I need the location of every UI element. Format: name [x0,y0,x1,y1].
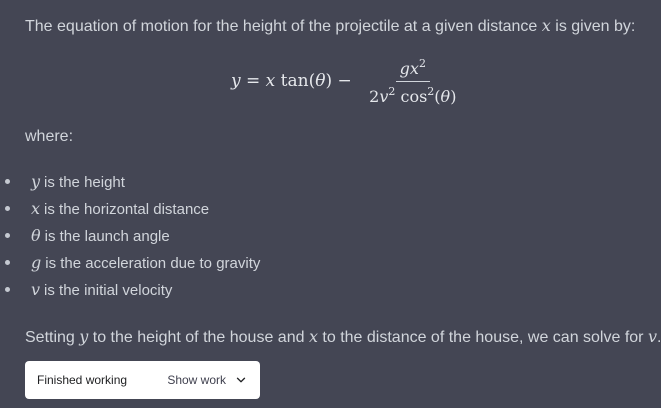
eq-minus: − [332,71,358,91]
eq-close-paren: ) [325,71,333,91]
conclusion-text [657,329,661,346]
eq-numerator [396,57,430,82]
show-work-button[interactable] [167,373,248,387]
equation-display [231,56,460,106]
intro-paragraph [25,15,635,38]
eq-den-cos-exp: 2 [427,84,435,98]
eq-denominator [365,82,460,106]
conclusion-text: to the height of the house and [88,329,309,346]
def-symbol: v [31,280,41,299]
def-text: is the height [44,174,125,191]
eq-equals: = [240,71,266,91]
eq-theta: θ [315,71,326,91]
conclusion-paragraph [25,326,661,349]
list-item [25,251,260,278]
eq-fraction [365,57,460,106]
chevron-down-icon [234,373,248,387]
list-item [25,278,260,305]
eq-den-open: ( [434,86,441,106]
def-symbol: x [31,199,41,218]
def-text: is the acceleration due to gravity [45,255,261,272]
conclusion-text: to the distance of the house, we can solve for [317,329,648,346]
intro-text: The equation of motion for the height of the projectile at a given distance [25,18,542,35]
show-work-label: Show work [167,373,226,387]
def-text: is the launch angle [44,228,170,245]
def-text: is the initial velocity [44,282,173,299]
eq-num-exp: 2 [418,56,426,70]
intro-text-end: is given by: [550,18,636,35]
math-var-x: x [308,327,318,346]
def-symbol: θ [31,226,41,245]
def-text: is the horizontal distance [44,201,210,218]
list-item [25,197,260,224]
eq-x: x [265,71,276,91]
eq-den-v: v [379,86,389,106]
list-item [25,170,260,197]
eq-num-x: x [409,58,419,78]
where-label: where: [25,128,74,145]
eq-num-g: g [399,58,410,78]
eq-den-cos: cos [395,86,428,106]
conclusion-text: Setting [25,329,80,346]
list-item [25,224,260,251]
eq-den-close: ) [450,86,457,106]
eq-den-theta: θ [440,86,451,106]
definitions-list [25,170,260,305]
eq-den-2: 2 [369,86,380,106]
status-label: Finished working [37,373,128,387]
math-var-v: v [647,327,657,346]
math-var-x: x [541,16,551,35]
def-symbol: y [31,172,41,191]
eq-y: y [231,71,241,91]
working-status-box [25,361,260,399]
eq-tan: tan( [275,71,316,91]
eq-den-exp: 2 [388,84,396,98]
def-symbol: g [31,253,42,272]
math-var-y: y [79,327,89,346]
